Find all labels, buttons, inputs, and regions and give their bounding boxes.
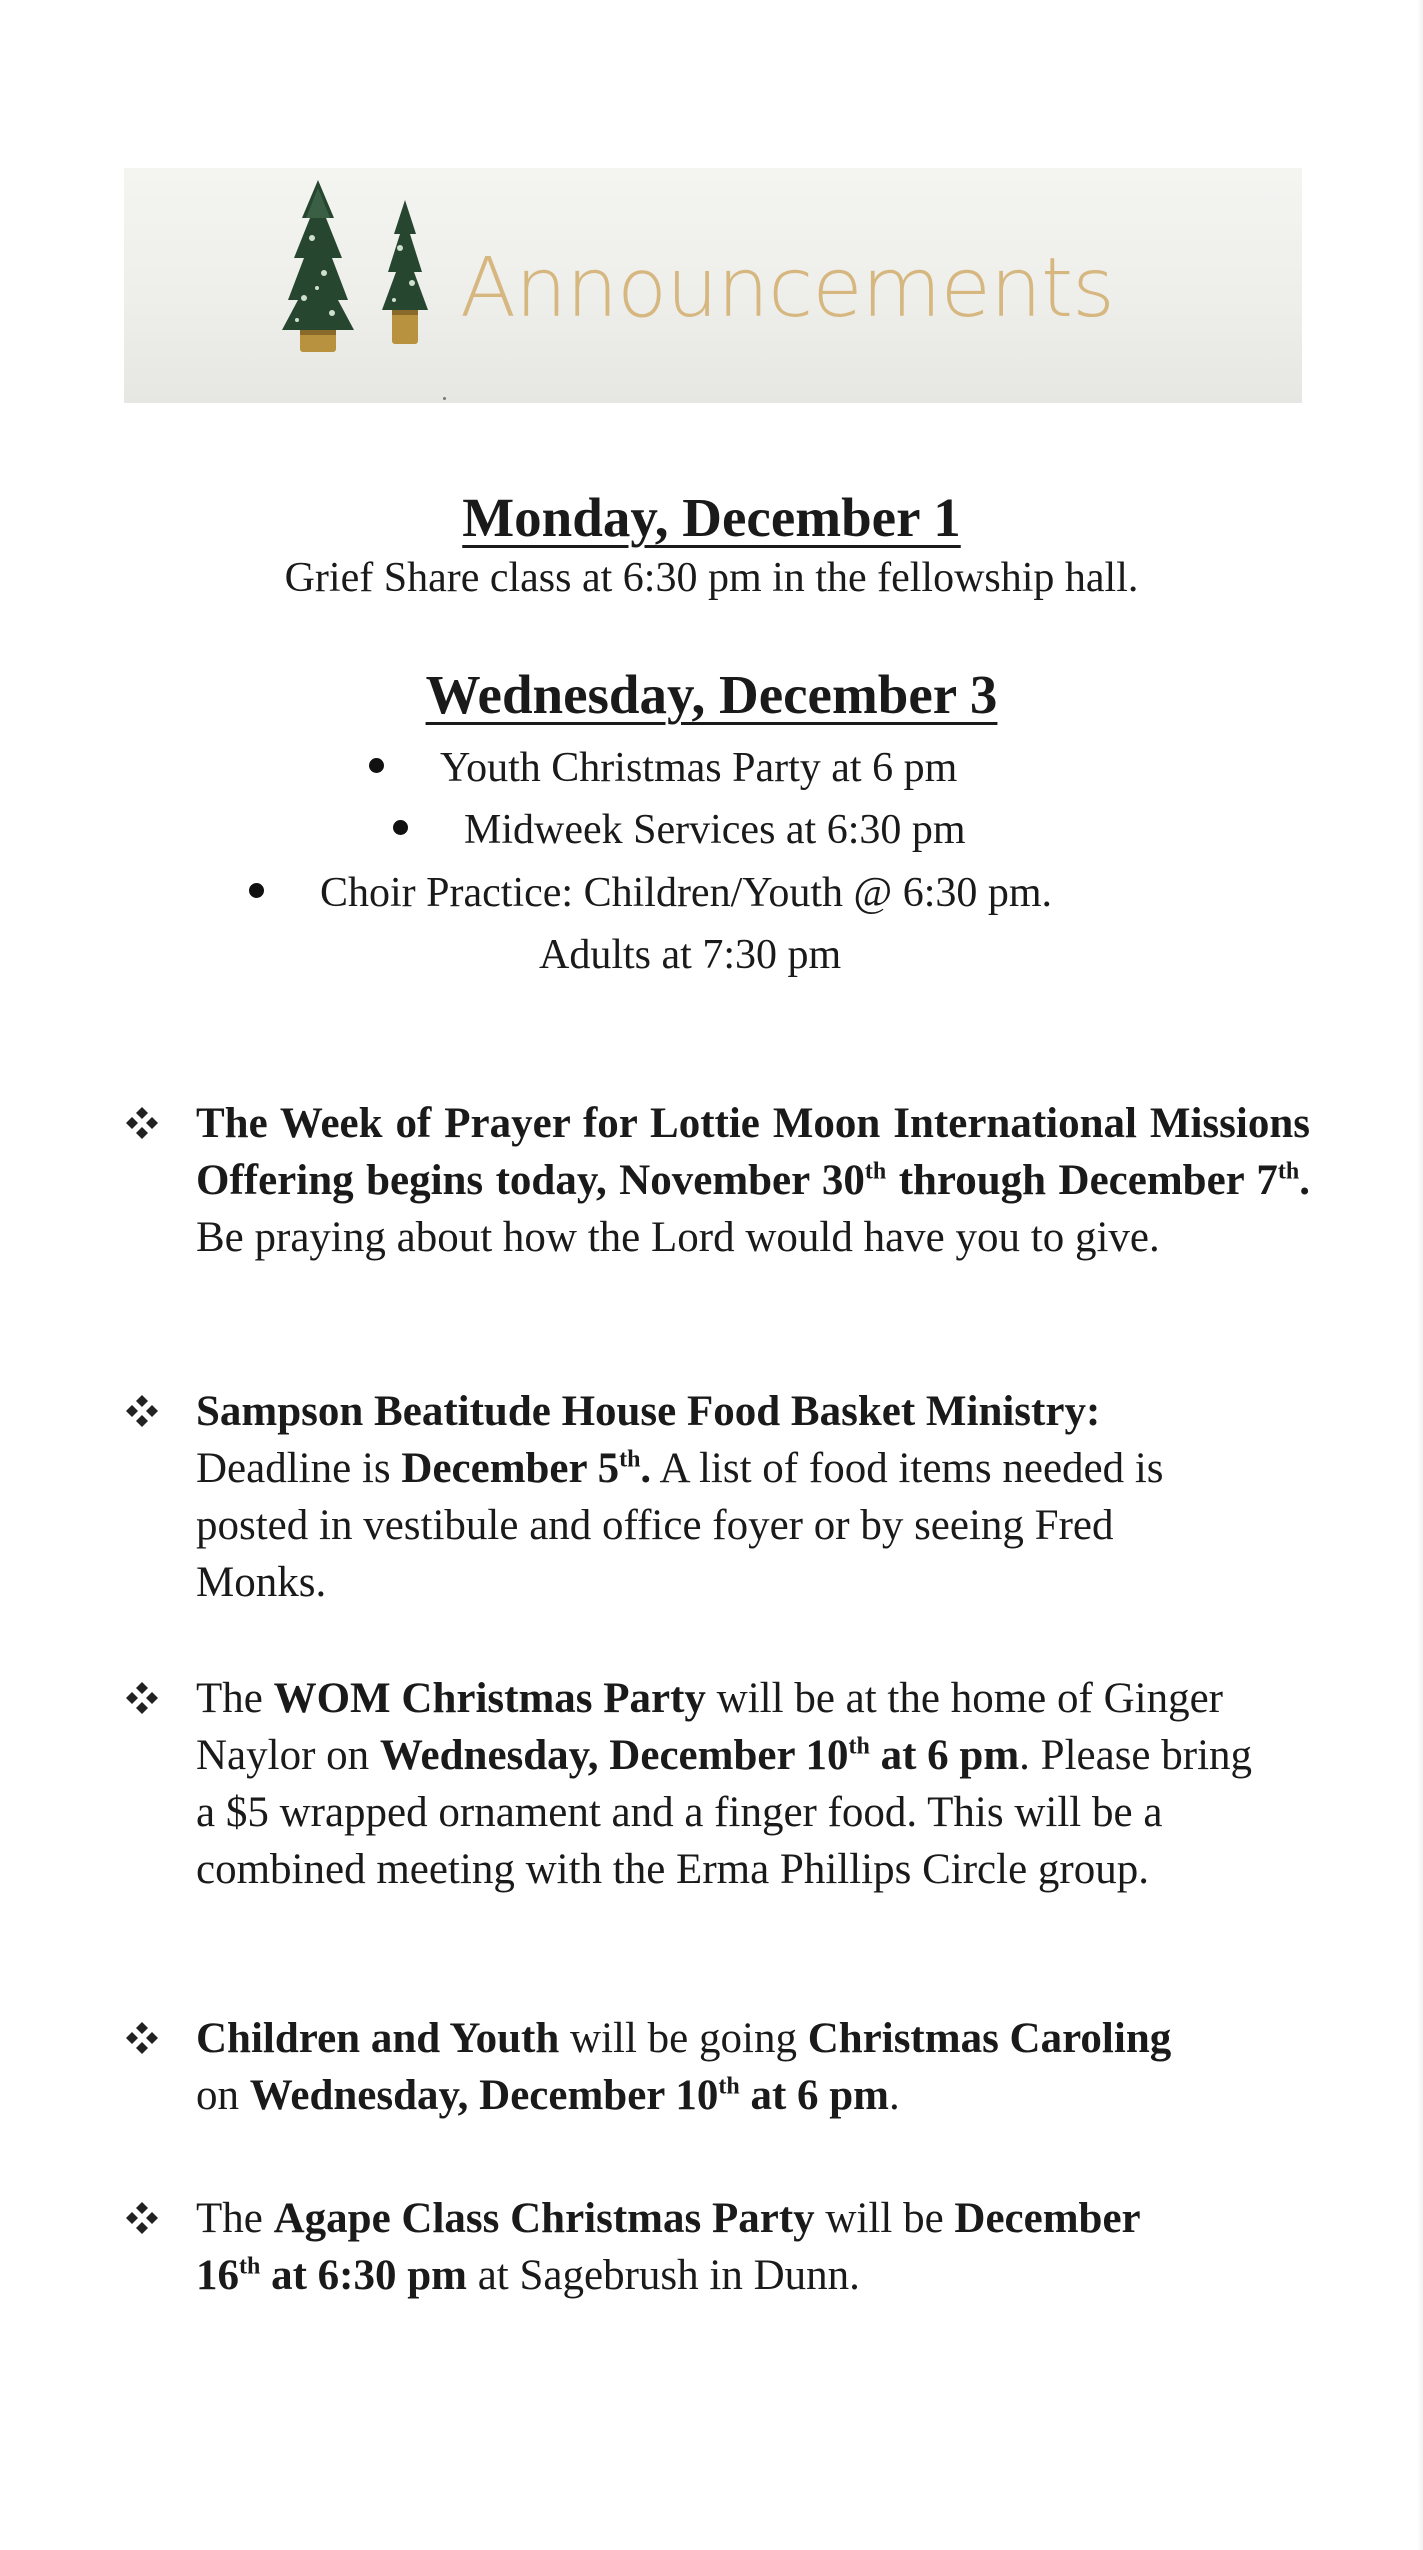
diamond-bullet-icon bbox=[124, 2020, 160, 2056]
list-item: Choir Practice: Children/Youth @ 6:30 pm. bbox=[249, 872, 1052, 914]
announcement-text: The Week of Prayer for Lottie Moon International Missions Offering begins today, November 30th through December 7th. Be praying about how the Lord would have you to give. bbox=[196, 1100, 1311, 1261]
diamond-bullet-icon bbox=[124, 1393, 160, 1429]
diamond-bullet-icon bbox=[124, 2200, 160, 2236]
monday-text: Grief Share class at 6:30 pm in the fellowship hall. bbox=[284, 555, 1139, 601]
list-item: Youth Christmas Party at 6 pm bbox=[369, 747, 957, 789]
christmas-trees-icon bbox=[262, 178, 452, 358]
bullet-icon bbox=[369, 758, 384, 773]
announcement-text: The Agape Class Christmas Party will be December 16th at 6:30 pm at Sagebrush in Dunn. bbox=[196, 2195, 1141, 2299]
monday-heading: Monday, December 1 bbox=[462, 487, 961, 548]
wednesday-heading: Wednesday, December 3 bbox=[425, 664, 998, 725]
diamond-bullet-icon bbox=[124, 1105, 160, 1141]
diamond-bullet-icon bbox=[124, 1680, 160, 1716]
announcement-text: Sampson Beatitude House Food Basket Ministry: Deadline is December 5th. A list of food items needed is posted in vestibule and office foyer or by seeing Fred Monks. bbox=[196, 1388, 1164, 1606]
bullet-icon bbox=[393, 820, 408, 835]
banner-title: Announcements bbox=[460, 241, 1114, 336]
bullet-icon bbox=[249, 883, 264, 898]
announcements-banner bbox=[124, 168, 1302, 403]
page-edge-shadow bbox=[1417, 0, 1423, 2550]
list-item-continuation: Adults at 7:30 pm bbox=[539, 932, 842, 978]
announcement-text: The WOM Christmas Party will be at the home of Ginger Naylor on Wednesday, December 10th at 6 pm. Please bring a $5 wrapped ornament and a finger food. This will be a combined meeting with the Erma Phillips Circle group. bbox=[196, 1675, 1253, 1893]
list-item: Midweek Services at 6:30 pm bbox=[393, 809, 966, 851]
announcement-text: Children and Youth will be going Christmas Caroling on Wednesday, December 10th at 6 pm. bbox=[196, 2015, 1172, 2119]
speck bbox=[443, 397, 446, 400]
